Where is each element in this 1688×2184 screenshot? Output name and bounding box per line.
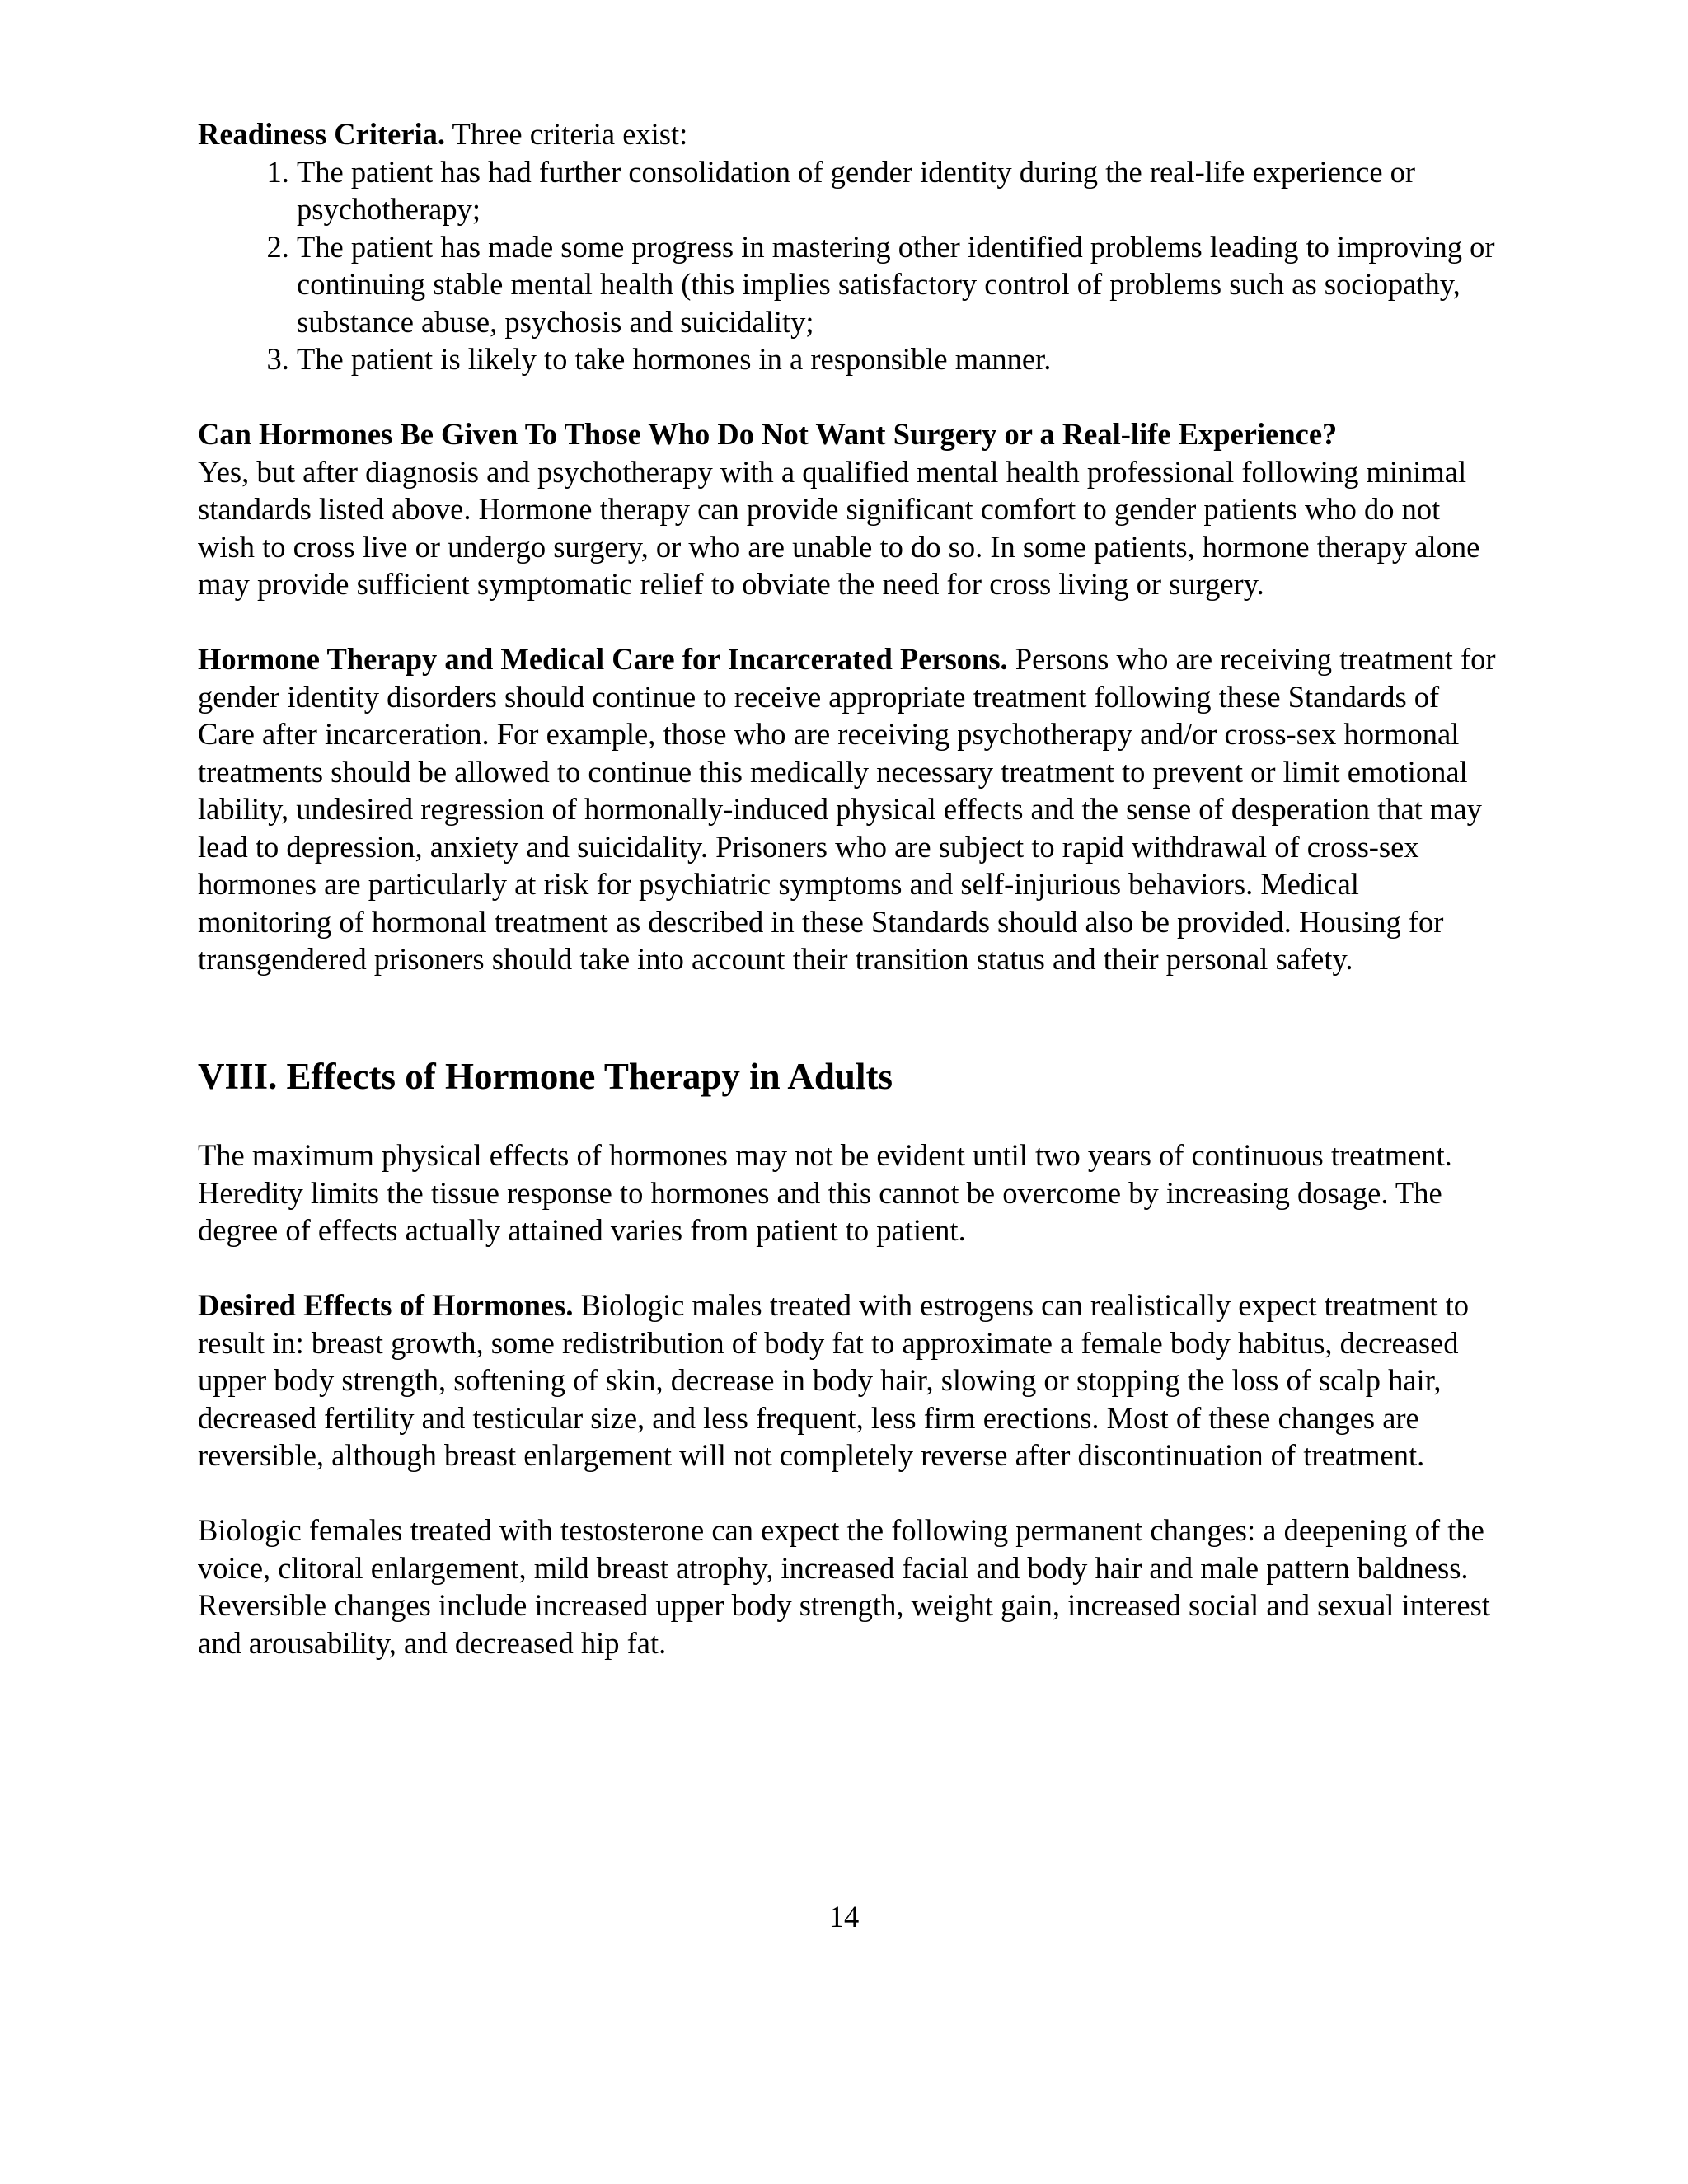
desired-effects-body: Biologic males treated with estrogens can realistically expect treatment to result in: breast growth, some redistribution of body fat to approximate a female body habitus, decreased upper body strength, softening of skin, decrease in body hair, slowing or stopping the loss of scalp hair, decreased fertility and testicular size, and less frequent, less firm erections. Most of these changes are reversible, although breast enlargement will not completely reverse after discontinuation of treatment.	[198, 1288, 1469, 1472]
incarcerated-heading: Hormone Therapy and Medical Care for Incarcerated Persons.	[198, 642, 1008, 676]
hormones-without-surgery-body: Yes, but after diagnosis and psychotherapy with a qualified mental health professional following minimal standards listed above. Hormone therapy can provide significant comfort to gender patients who do not wish to cross live or undergo surgery, or who are unable to do so. In some patients, hormone therapy alone may provide sufficient symptomatic relief to obviate the need for cross living or surgery.	[198, 454, 1480, 601]
document-page	[198, 115, 1500, 1661]
readiness-intro: Three criteria exist:	[445, 117, 688, 151]
section-intro-paragraph: The maximum physical effects of hormones may not be evident until two years of continuous treatment. Heredity limits the tissue response to hormones and this cannot be overcome by increasing dosage. The degree of effects actually attained varies from patient to patient.	[198, 1138, 1452, 1247]
readiness-intro-paragraph	[198, 115, 1500, 153]
readiness-criteria-list	[198, 153, 1500, 378]
page-number: 14	[828, 1900, 860, 1933]
paragraph-spacer	[198, 1099, 1500, 1137]
hormones-without-surgery-heading: Can Hormones Be Given To Those Who Do Not Want Surgery or a Real-life Experience?	[198, 417, 1338, 451]
females-effects-paragraph: Biologic females treated with testosterone can expect the following permanent changes: a deepening of the voice, clitoral enlargement, mild breast atrophy, increased facial and body hair and male pattern baldness. Reversible changes include increased upper body strength, weight gain, increased social and sexual interest and arousability, and decreased hip fat.	[198, 1513, 1490, 1660]
paragraph-spacer	[198, 378, 1500, 416]
incarcerated-body: Persons who are receiving treatment for gender identity disorders should continue to receive appropriate treatment following these Standards of Care after incarceration. For example, those who are receiving psychotherapy and/or cross-sex hormonal treatments should be allowed to continue this medically necessary treatment to prevent or limit emotional lability, undesired regression of hormonally-induced physical effects and the sense of desperation that may lead to depression, anxiety and suicidality. Prisoners who are subject to rapid withdrawal of cross-sex hormones are particularly at risk for psychiatric symptoms and self-injurious behaviors. Medical monitoring of hormonal treatment as described in these Standards should also be provided. Housing for transgendered prisoners should take into account their transition status and their personal safety.	[198, 642, 1496, 976]
list-item: 3. The patient is likely to take hormones in a responsible manner.	[297, 340, 1500, 378]
desired-effects-paragraph	[198, 1286, 1500, 1474]
section-spacer	[198, 978, 1500, 1053]
list-item: 1. The patient has had further consolidation of gender identity during the real-life experience or psychotherapy;	[297, 153, 1500, 228]
paragraph-spacer	[198, 1474, 1500, 1512]
section-title: VIII. Effects of Hormone Therapy in Adults	[198, 1055, 893, 1097]
desired-effects-heading: Desired Effects of Hormones.	[198, 1288, 574, 1322]
paragraph-spacer	[198, 603, 1500, 641]
incarcerated-paragraph	[198, 640, 1500, 978]
paragraph-spacer	[198, 1249, 1500, 1287]
list-item: 2. The patient has made some progress in mastering other identified problems leading to improving or continuing stable mental health (this implies satisfactory control of problems such as sociopathy, substance abuse, psychosis and suicidality;	[297, 228, 1500, 341]
readiness-heading: Readiness Criteria.	[198, 117, 446, 151]
